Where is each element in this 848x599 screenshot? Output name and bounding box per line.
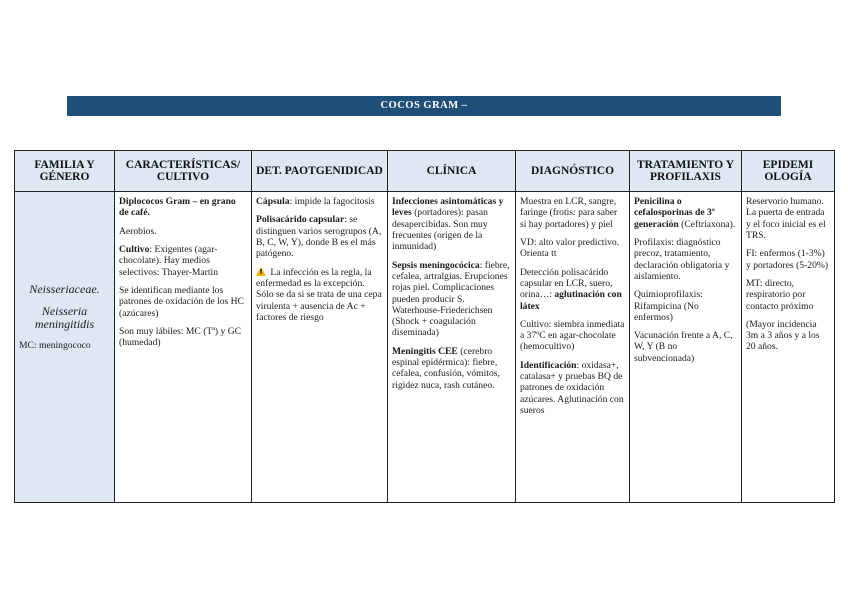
mt-text: MT: directo, respiratorio por contacto próximo <box>746 277 814 312</box>
table-row <box>15 192 835 503</box>
asintomaticas-label: Infecciones asintomáticas y leves <box>392 196 504 219</box>
cell-clinica <box>388 192 516 503</box>
polisacarido-label: Polisacárido capsular <box>256 214 345 226</box>
muestra-text: Muestra en LCR, sangre, faringe (frotis: para saber si hay portadores) y piel <box>520 196 618 230</box>
identification-text: Se identifican mediante los patrones de oxidación de los HC (azúcares) <box>119 284 244 319</box>
cell-diagnostico <box>516 192 630 503</box>
aglutinacion-label: aglutinación con látex <box>520 289 622 312</box>
header-det: DET. PAOTGENIDICAD <box>252 151 388 192</box>
identificacion-label: Identificación <box>520 359 577 371</box>
identificacion-text: : oxidasa+, catalasa+ y pruebas BQ de patrones de oxidación azúcares. Aglutinación con sueros <box>520 359 624 416</box>
bacteria-table <box>14 150 835 503</box>
common-name: MC: meningococo <box>19 340 91 352</box>
family-name: Neisseriaceae. <box>29 282 100 297</box>
sepsis-label: Sepsis meningocócica <box>392 259 480 271</box>
warning-icon <box>256 267 266 276</box>
tratamiento-label: Penicilina o cefalosporinas de 3ª generación <box>634 196 715 230</box>
page-banner: COCOS GRAM – <box>67 96 781 116</box>
header-epidemiologia: EPIDEMI OLOGÍA <box>742 151 835 192</box>
meningitis-label: Meningitis CEE <box>392 345 458 357</box>
aerobic-text: Aerobios. <box>119 225 157 237</box>
deteccion-text: Detección polisacárido capsular en LCR, suero, orina…: <box>520 266 613 301</box>
header-clinica: CLÍNICA <box>388 151 516 192</box>
sepsis-text: : fiebre, cefalea, artralgias. Erupciones rojas piel. Complicaciones pueden producir S. Waterhouse-Friederichsen (Shock + coagulación diseminada) <box>392 259 510 339</box>
vd-text: VD: alto valor predictivo. Orienta tt <box>520 236 620 260</box>
header-caracteristicas: CARACTERÍSTICAS/ CULTIVO <box>115 151 252 192</box>
cell-tratamiento <box>630 192 742 503</box>
lability-text: Son muy lábiles: MC (Tª) y GC (humedad) <box>119 325 242 349</box>
cultivo-text: : Exigentes (agar-chocolate). Hay medios selectivos: Thayer-Martin <box>119 243 219 278</box>
header-diagnostico: DIAGNÓSTICO <box>516 151 630 192</box>
capsula-text: : impide la fagocitosis <box>289 196 375 207</box>
incidencia-text: (Mayor incidencia 3m a 3 años y a los 20 años. <box>746 318 820 353</box>
cell-epidemiologia <box>742 192 835 503</box>
vacunacion-text: Vacunación frente a A, C, W, Y (B no subvencionada) <box>634 330 733 364</box>
header-familia: FAMILIA Y GÉNERO <box>15 151 115 192</box>
genus-name: Neisseria meningitidis <box>34 303 95 332</box>
cultivo-diag-text: Cultivo: siembra inmediata a 37ºC en agar-chocolate (hemocultivo) <box>520 318 625 353</box>
fi-text: FI: enfermos (1-3%) y portadores (5-20%) <box>746 248 829 271</box>
reservorio-text: Reservorio humano. La puerta de entrada y el foco inicial es el TRS. <box>746 196 826 241</box>
polisacarido-text: : se distinguen varios serogrupos (A, B, C, W, Y), donde B es el más patógeno. <box>256 214 382 260</box>
profilaxis-text: Profilaxis: diagnóstico precoz, tratamiento, declaración obligatoria y aislamiento. <box>634 236 730 282</box>
asintomaticas-text: (portadores): pasan desapercibidas. Son muy frecuentes (origen de la inmunidad) <box>392 207 488 253</box>
cell-det <box>252 192 388 503</box>
morphology-text: Diplococos Gram – en grano de café. <box>119 196 236 219</box>
header-tratamiento: TRATAMIENTO Y PROFILAXIS <box>630 151 742 192</box>
capsula-label: Cápsula <box>256 196 290 207</box>
tratamiento-text: (Ceftriaxona). <box>678 218 736 230</box>
quimioprofilaxis-text: Quimioprofilaxis: Rifampicina (No enfermos) <box>634 289 703 323</box>
meningitis-text: (cerebro espinal epidérmica): fiebre, cefalea, confusión, vómitos, rigidez nuca, rash cutáneo. <box>392 345 500 391</box>
cell-caracteristicas <box>115 192 252 503</box>
table-header-row <box>15 151 835 192</box>
cultivo-label: Cultivo <box>119 243 150 255</box>
cell-familia <box>15 192 115 503</box>
infection-rule-text: La infección es la regla, la enfermedad es la excepción. Sólo se da si se trata de una cepa virulenta + ausencia de Ac + factores de riesgo <box>256 266 382 323</box>
